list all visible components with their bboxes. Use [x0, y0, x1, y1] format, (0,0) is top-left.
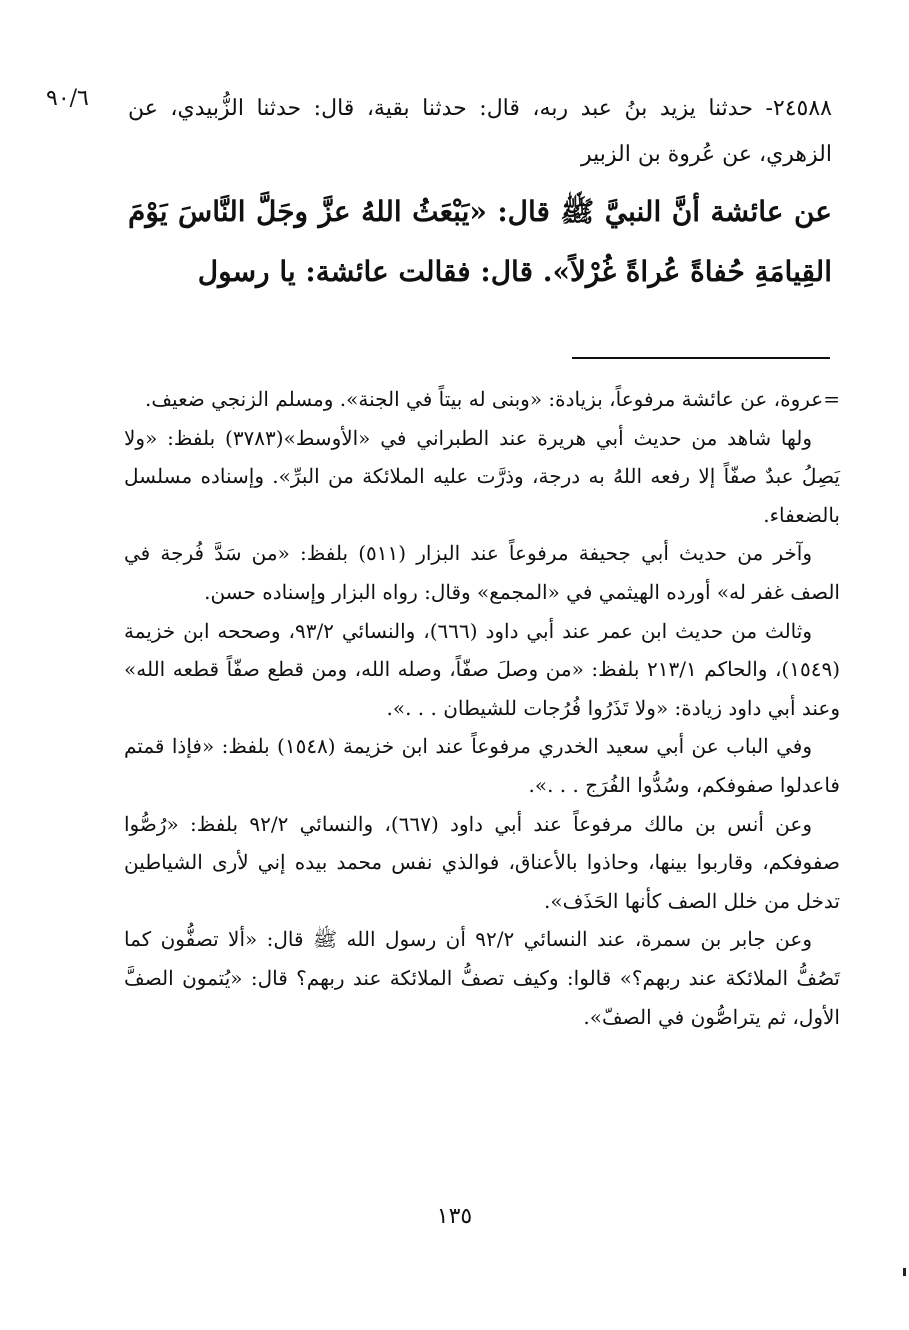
footnote-paragraph: وآخر من حديث أبي جحيفة مرفوعاً عند البزار (٥١١) بلفظ: «من سَدَّ فُرجة في الصف غفر له» أورده الهيثمي في «المجمع» وقال: رواه البزار وإسناده حسن. — [124, 541, 840, 604]
footnote-paragraph: وفي الباب عن أبي سعيد الخدري مرفوعاً عند ابن خزيمة (١٥٤٨) بلفظ: «فإذا قمتم فاعدلوا صفوفكم، وسُدُّوا الفُرَج . . .». — [124, 734, 840, 797]
page-number: ١٣٥ — [436, 1204, 473, 1229]
footnotes — [124, 380, 840, 1036]
hadith-chain: ٢٤٥٨٨- حدثنا يزيد بنُ عبد ربه، قال: حدثنا بقية، قال: حدثنا الزُّبيدي، عن الزهري، عن عُروة بن الزبير — [128, 96, 832, 167]
footnote-paragraph: ولها شاهد من حديث أبي هريرة عند الطبراني في «الأوسط»(٣٧٨٣) بلفظ: «ولا يَصِلُ عبدٌ صفّاً إلا رفعه اللهُ به درجة، وذرَّت عليه الملائكة من البرِّ». وإسناده مسلسل بالضعفاء. — [124, 425, 840, 527]
footnote-paragraph: وعن أنس بن مالك مرفوعاً عند أبي داود (٦٦٧)، والنسائي ٩٢/٢ بلفظ: «رُصُّوا صفوفكم، وقاربوا بينها، وحاذوا بالأعناق، فوالذي نفس محمد بيده إني لأرى الشياطين تدخل من خلل الصف كأنها الحَذَف». — [124, 811, 840, 913]
footnote-separator — [572, 357, 830, 359]
footnote-paragraph: وعن جابر بن سمرة، عند النسائي ٩٢/٢ أن رسول الله ﷺ قال: «ألا تصفُّون كما تَصُفُّ الملائكة عند ربهم؟» قالوا: وكيف تصفُّ الملائكة عند ربهم؟ قال: «يُتمون الصفَّ الأول، ثم يتراصُّون في الصفّ». — [124, 927, 840, 1029]
hadith-text: عن عائشة أنَّ النبيَّ ﷺ قال: «يَبْعَثُ اللهُ عزَّ وجَلَّ النَّاسَ يَوْمَ القِيامَةِ حُفاةً عُراةً غُرْلاً». قال: فقالت عائشة: يا رسول — [128, 195, 833, 288]
volume-page-reference: ٩٠/٦ — [46, 86, 89, 111]
footnote-paragraph: =عروة، عن عائشة مرفوعاً، بزيادة: «وبنى له بيتاً في الجنة». ومسلم الزنجي ضعيف. — [145, 387, 840, 411]
footnote-paragraph: وثالث من حديث ابن عمر عند أبي داود (٦٦٦)، والنسائي ٩٣/٢، وصححه ابن خزيمة (١٥٤٩)، والحاكم ٢١٣/١ بلفظ: «من وصلَ صفّاً، وصله الله، ومن قطع صفّاً قطعه الله» وعند أبي داود زيادة: «ولا تَذَرُوا فُرُجات للشيطان . . .». — [124, 618, 840, 720]
scan-edge-mark — [903, 1268, 906, 1276]
